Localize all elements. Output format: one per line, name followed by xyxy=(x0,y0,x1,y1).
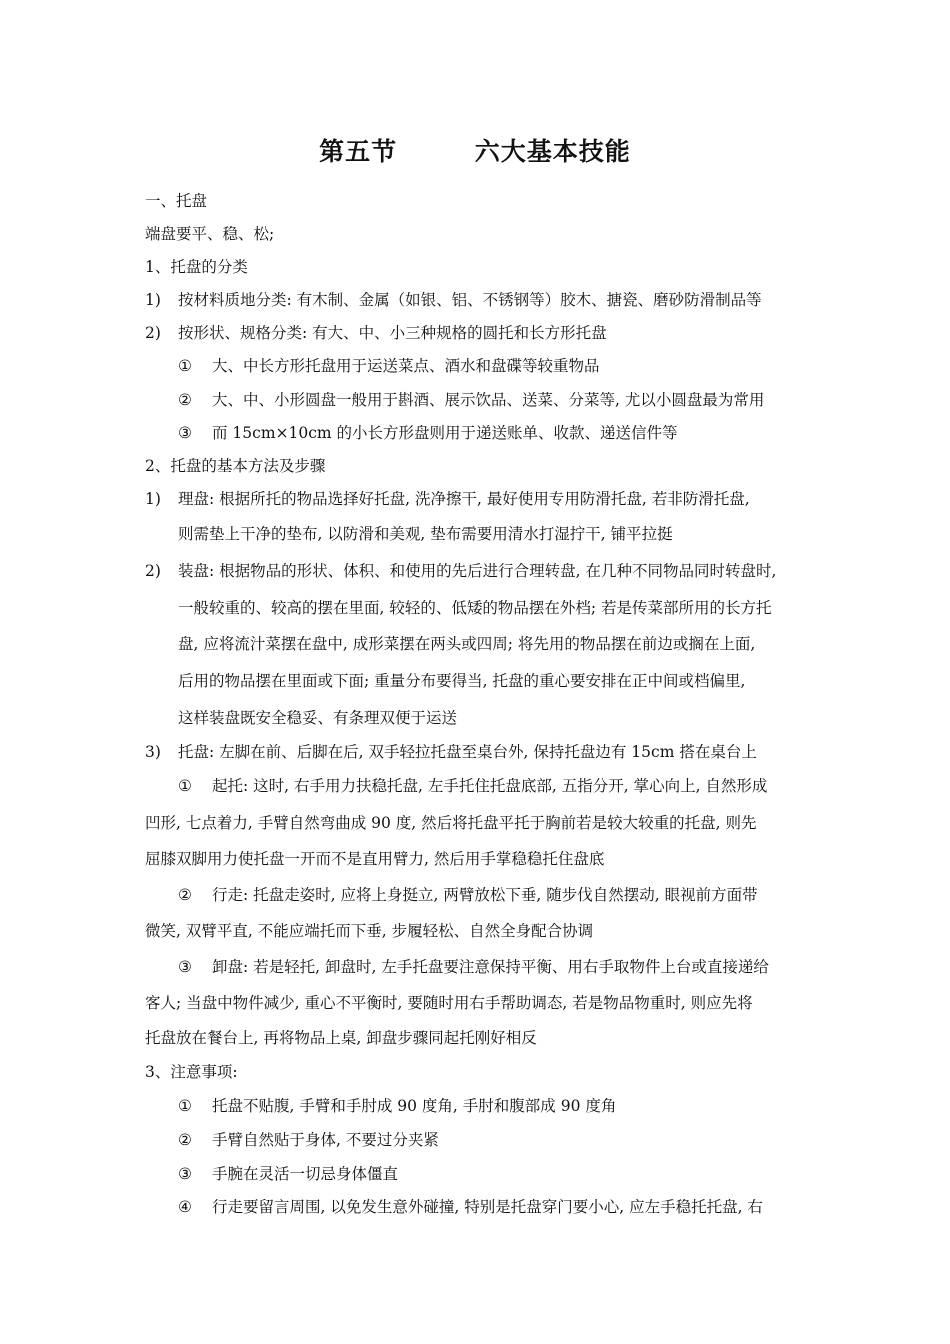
paragraph-line: 凹形, 七点着力, 手臂自然弯曲成 90 度, 然后将托盘平托于胸前若是较大较重的托盘, 则先 xyxy=(145,814,757,832)
list-item: 1) 按材料质地分类: 有木制、金属（如银、铝、不锈钢等）胶木、搪瓷、磨砂防滑制品等 xyxy=(145,291,762,309)
paragraph-line: 屈膝双脚用力使托盘一开而不是直用臂力, 然后用手掌稳稳托住盘底 xyxy=(145,850,605,868)
page-title: 第五节 六大基本技能 xyxy=(319,137,631,166)
sub-list-item: ③ 卸盘: 若是轻托, 卸盘时, 左手托盘要注意保持平衡、用右手取物件上台或直接递给 xyxy=(178,958,769,976)
paragraph-line: 后用的物品摆在里面或下面; 重量分布要得当, 托盘的重心要安排在正中间或档偏里, xyxy=(178,672,746,690)
sub-list-item: ① 托盘不贴腹, 手臂和手肘成 90 度角, 手肘和腹部成 90 度角 xyxy=(178,1097,617,1115)
sub-list-item: ④ 行走要留言周围, 以免发生意外碰撞, 特别是托盘穿门要小心, 应左手稳托托盘, 右 xyxy=(178,1198,763,1216)
sub-list-item: ① 大、中长方形托盘用于运送菜点、酒水和盘碟等较重物品 xyxy=(178,357,600,375)
sub-list-item: ③ 而 15cm×10cm 的小长方形盘则用于递送账单、收款、递送信件等 xyxy=(178,424,678,442)
paragraph-line: 端盘要平、稳、松; xyxy=(145,225,275,243)
list-item: 3) 托盘: 左脚在前、后脚在后, 双手轻拉托盘至桌台外, 保持托盘边有 15cm 搭在桌台上 xyxy=(145,743,757,761)
paragraph-line: 客人; 当盘中物件减少, 重心不平衡时, 要随时用右手帮助调态, 若是物品物重时, 则应先将 xyxy=(145,994,753,1012)
paragraph-line: 这样装盘既安全稳妥、有条理双便于运送 xyxy=(178,709,458,727)
paragraph-line: 盘, 应将流汁菜摆在盘中, 成形菜摆在两头或四周; 将先用的物品摆在前边或搁在上面, xyxy=(178,635,756,653)
paragraph-line: 则需垫上干净的垫布, 以防滑和美观, 垫布需要用清水打湿拧干, 铺平拉挺 xyxy=(178,525,673,543)
section-heading: 一、托盘 xyxy=(145,192,208,210)
sub-list-item: ② 大、中、小形圆盘一般用于斟酒、展示饮品、送菜、分菜等, 尤以小圆盘最为常用 xyxy=(178,391,765,409)
paragraph-line: 微笑, 双臂平直, 不能应端托而下垂, 步履轻松、自然全身配合协调 xyxy=(145,922,594,940)
subsection-heading: 3、注意事项: xyxy=(145,1063,238,1081)
paragraph-line: 托盘放在餐台上, 再将物品上桌, 卸盘步骤同起托刚好相反 xyxy=(145,1029,537,1047)
sub-list-item: ② 行走: 托盘走姿时, 应将上身挺立, 两臂放松下垂, 随步伐自然摆动, 眼视前方面带 xyxy=(178,886,758,904)
subsection-heading: 1、托盘的分类 xyxy=(145,258,248,276)
paragraph-line: 一般较重的、较高的摆在里面, 较轻的、低矮的物品摆在外档; 若是传菜部所用的长方托 xyxy=(178,599,772,617)
list-item: 2) 装盘: 根据物品的形状、体积、和使用的先后进行合理转盘, 在几种不同物品同时转盘时, xyxy=(145,562,777,580)
list-item: 2) 按形状、规格分类: 有大、中、小三种规格的圆托和长方形托盘 xyxy=(145,324,607,342)
sub-list-item: ① 起托: 这时, 右手用力扶稳托盘, 左手托住托盘底部, 五指分开, 掌心向上, 自然形成 xyxy=(178,777,768,795)
sub-list-item: ③ 手腕在灵活一切忌身体僵直 xyxy=(178,1165,399,1183)
sub-list-item: ② 手臂自然贴于身体, 不要过分夹紧 xyxy=(178,1131,439,1149)
list-item: 1) 理盘: 根据所托的物品选择好托盘, 洗净擦干, 最好使用专用防滑托盘, 若非防滑托盘, xyxy=(145,490,750,508)
subsection-heading: 2、托盘的基本方法及步骤 xyxy=(145,457,326,475)
